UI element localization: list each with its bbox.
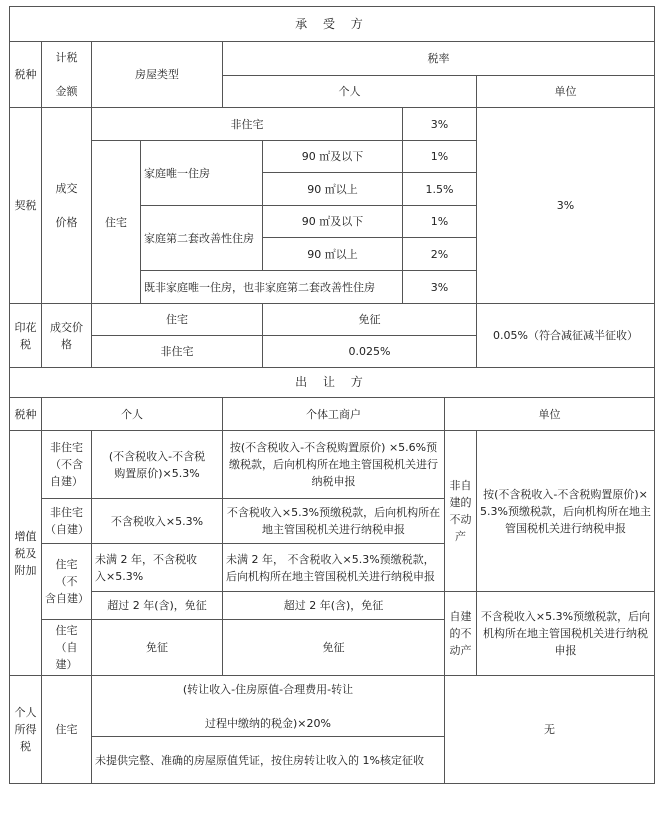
- deed-other-home: 既非家庭唯一住房，也非家庭第二套改善性住房: [141, 271, 403, 304]
- vat-nonres-not-self: 非住宅 （不含 自建）: [42, 431, 92, 499]
- deed-second-le90-rate: 1%: [403, 206, 477, 238]
- vat-res-not-self: 住宅（不 含自建）: [42, 544, 92, 620]
- income-tax-residential: 住宅: [42, 676, 92, 784]
- tax-table: [9, 6, 655, 784]
- vat-nonres-not-self-business: 按(不含税收入-不含税购置原价) ×5.6%预缴税款，后向机构所在地主管国税机关进行纳税申报: [223, 431, 445, 499]
- seller-header-tax-type: 税种: [10, 398, 42, 431]
- vat-nonres-self-individual: 不含税收入×5.3%: [92, 499, 223, 544]
- deed-non-residential-rate: 3%: [403, 108, 477, 141]
- deed-residential: 住宅: [92, 141, 141, 304]
- deed-only-home: 家庭唯一住房: [141, 141, 263, 206]
- vat-nonres-self-business: 不含税收入×5.3%预缴税款，后向机构所在地主管国税机关进行纳税申报: [223, 499, 445, 544]
- vat-under2-individual: 未满 2 年，不含税收 入×5.3%: [92, 544, 223, 592]
- income-tax-label: 个人 所得 税: [10, 676, 42, 784]
- deed-second-gt90-rate: 2%: [403, 238, 477, 271]
- header-house-type: 房屋类型: [92, 42, 223, 108]
- seller-header-individual: 个人: [42, 398, 223, 431]
- seller-header-entity: 单位: [445, 398, 655, 431]
- vat-label: 增值 税及 附加: [10, 431, 42, 676]
- tax-rate-table: [9, 6, 655, 784]
- seller-header-business: 个体工商户: [223, 398, 445, 431]
- vat-entity-not-self-text: 按(不含税收入-不含税购置原价)×5.3%预缴税款，后向机构所在地主管国税机关进行纳税申报: [477, 431, 655, 592]
- deed-second-home: 家庭第二套改善性住房: [141, 206, 263, 271]
- stamp-entity-rate: 0.05%（符合减征减半征收）: [477, 304, 655, 368]
- header-entity: 单位: [477, 76, 655, 108]
- vat-entity-not-self: 非自 建的 不动 产: [445, 431, 477, 592]
- vat-res-self: 住宅（自 建）: [42, 620, 92, 676]
- vat-over2-individual: 超过 2 年(含)，免征: [92, 592, 223, 620]
- deed-only-gt90-rate: 1.5%: [403, 173, 477, 206]
- header-individual: 个人: [223, 76, 477, 108]
- income-tax-formula: (转让收入-住房原值-合理费用-转让 过程中缴纳的税金)×20%: [92, 676, 445, 737]
- deed-second-le90: 90 ㎡及以下: [263, 206, 403, 238]
- deed-non-residential: 非住宅: [92, 108, 403, 141]
- header-tax-rate: 税率: [223, 42, 655, 76]
- seller-section-title: 出 让 方: [10, 368, 655, 398]
- deed-other-home-rate: 3%: [403, 271, 477, 304]
- vat-entity-self: 自建 的不 动产: [445, 592, 477, 676]
- vat-res-self-business: 免征: [223, 620, 445, 676]
- vat-nonres-not-self-individual: (不含税收入-不含税 购置原价)×5.3%: [92, 431, 223, 499]
- stamp-residential: 住宅: [92, 304, 263, 336]
- stamp-tax-label: 印花 税: [10, 304, 42, 368]
- income-tax-alternative: 未提供完整、准确的房屋原值凭证，按住房转让收入的 1%核定征收: [92, 737, 445, 784]
- vat-res-self-individual: 免征: [92, 620, 223, 676]
- deed-tax-label: 契税: [10, 108, 42, 304]
- deed-only-gt90: 90 ㎡以上: [263, 173, 403, 206]
- deed-second-gt90: 90 ㎡以上: [263, 238, 403, 271]
- stamp-tax-basis: 成交价格: [42, 304, 92, 368]
- header-tax-type: 税种: [10, 42, 42, 108]
- vat-under2-business: 未满 2 年， 不含税收入×5.3%预缴税款，后向机构所在地主管国税机关进行纳税申报: [223, 544, 445, 592]
- deed-entity-rate: 3%: [477, 108, 655, 304]
- deed-only-le90: 90 ㎡及以下: [263, 141, 403, 173]
- income-tax-entity: 无: [445, 676, 655, 784]
- vat-entity-self-text: 不含税收入×5.3%预缴税款，后向机构所在地主管国税机关进行纳税申报: [477, 592, 655, 676]
- header-tax-basis: 计税 金额: [42, 42, 92, 108]
- deed-tax-basis: 成交 价格: [42, 108, 92, 304]
- stamp-non-residential-rate: 0.025%: [263, 336, 477, 368]
- stamp-residential-rate: 免征: [263, 304, 477, 336]
- deed-only-le90-rate: 1%: [403, 141, 477, 173]
- vat-over2-business: 超过 2 年(含)，免征: [223, 592, 445, 620]
- stamp-non-residential: 非住宅: [92, 336, 263, 368]
- vat-nonres-self: 非住宅 （自建）: [42, 499, 92, 544]
- buyer-section-title: 承 受 方: [10, 7, 655, 42]
